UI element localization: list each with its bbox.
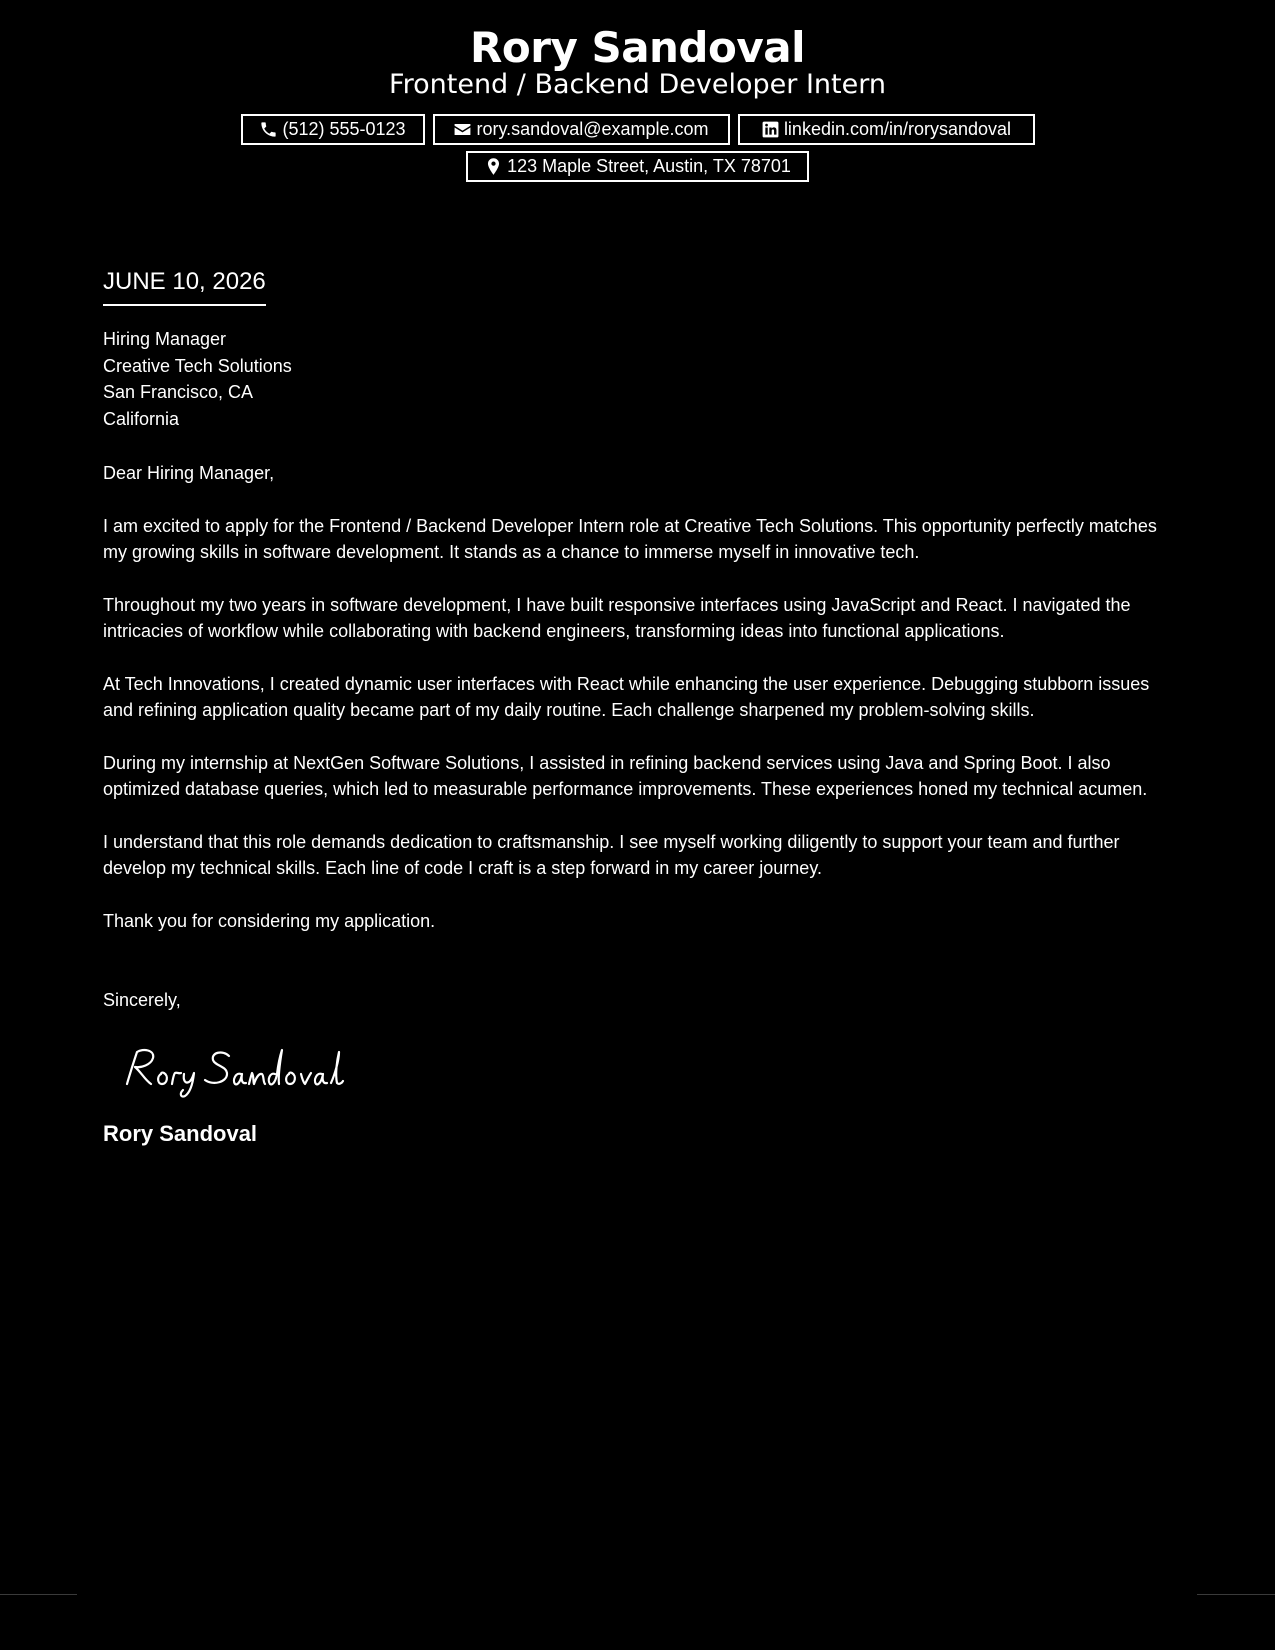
body-paragraph: I am excited to apply for the Frontend / Backend Developer Intern role at Creative Tech Solutions. This opportunity perfectly matches my growing skills in software development. It stands as a chance to immerse myself in innovative tech.	[103, 515, 1157, 562]
recipient-line: California	[103, 408, 180, 429]
closing: Sincerely,	[103, 990, 181, 1010]
signer-name: Rory Sandoval	[103, 1121, 258, 1146]
phone-icon	[259, 120, 278, 139]
body-paragraph: I understand that this role demands dedication to craftsmanship. I see myself working diligently to support your team and further develop my technical skills. Each line of code I craft is a step forward in my career journey.	[103, 831, 1120, 878]
footer-rule-right	[1197, 1594, 1275, 1595]
applicant-title: Frontend / Backend Developer Intern	[389, 69, 886, 100]
address-row	[0, 151, 1275, 182]
recipient-line: Creative Tech Solutions	[103, 355, 292, 376]
body-paragraph: Throughout my two years in software development, I have built responsive interfaces using JavaScript and React. I navigated the intricacies of workflow while collaborating with backend engineers, transforming ideas into functional applications.	[103, 594, 1131, 641]
body-paragraph: Thank you for considering my application.	[103, 910, 436, 931]
body-paragraph: During my internship at NextGen Software Solutions, I assisted in refining backend services using Java and Spring Boot. I also optimized database queries, which led to measurable performance improvements. These experiences honed my technical acumen.	[103, 752, 1148, 799]
recipient-line: Hiring Manager	[103, 329, 227, 349]
envelope-icon	[453, 120, 472, 139]
linkedin-icon	[761, 120, 780, 139]
linkedin-chip[interactable]	[738, 114, 1035, 145]
contact-row	[0, 114, 1275, 145]
letterhead	[0, 22, 1275, 102]
email-chip[interactable]	[433, 114, 730, 145]
address-chip[interactable]	[466, 151, 809, 182]
phone-chip[interactable]	[241, 114, 425, 145]
body-paragraph: At Tech Innovations, I created dynamic user interfaces with React while enhancing the user experience. Debugging stubborn issues and refining application quality became part of my daily routine. Each challenge sharpened my problem-solving skills.	[103, 673, 1150, 720]
letter-body	[103, 266, 1178, 1149]
address-text: 123 Maple Street, Austin, TX 78701	[507, 156, 791, 176]
email-text: rory.sandoval@example.com	[476, 119, 709, 139]
footer-rule-left	[0, 1594, 77, 1595]
map-pin-icon	[484, 157, 503, 176]
letter-date: JUNE 10, 2026	[103, 266, 266, 306]
signature-image	[117, 1040, 357, 1100]
phone-text: (512) 555-0123	[282, 119, 406, 139]
applicant-name: Rory Sandoval	[470, 23, 805, 72]
recipient-block	[103, 326, 1178, 432]
linkedin-text: linkedin.com/in/rorysandoval	[783, 119, 1012, 139]
salutation: Dear Hiring Manager,	[103, 463, 275, 483]
recipient-line: San Francisco, CA	[103, 382, 254, 402]
